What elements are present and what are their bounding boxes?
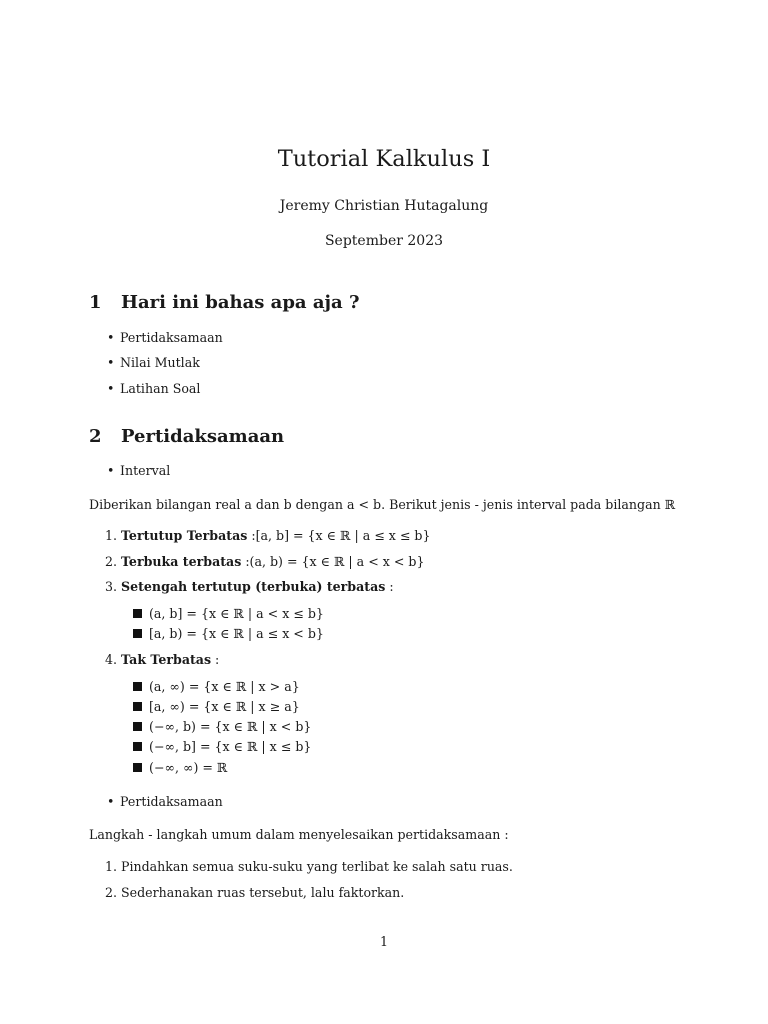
author-name: Jeremy Christian Hutagalung bbox=[279, 198, 489, 214]
bullet-icon: • bbox=[107, 381, 115, 396]
sub-item-text: (−∞, ∞) = ℝ bbox=[149, 760, 228, 775]
square-bullet-icon bbox=[133, 742, 142, 751]
enum-number: 2. bbox=[104, 885, 117, 900]
sub-item-text: [a, b) = {x ∈ ℝ | a ≤ x < b} bbox=[149, 626, 324, 641]
sub-item bbox=[133, 626, 324, 641]
square-bullet-icon bbox=[133, 609, 142, 618]
section-2-number: 2 bbox=[89, 426, 102, 447]
square-bullet-icon bbox=[133, 722, 142, 731]
list-item bbox=[107, 355, 200, 370]
sub-item-text: (a, b] = {x ∈ ℝ | a < x ≤ b} bbox=[149, 606, 324, 621]
enum-text: :(a, b) = {x ∈ ℝ | a < x < b} bbox=[241, 554, 425, 569]
enum-number: 1. bbox=[104, 528, 117, 543]
step-item-2 bbox=[100, 885, 404, 900]
section-2-heading bbox=[89, 426, 284, 447]
list-item bbox=[107, 794, 223, 809]
enum-text: : bbox=[211, 652, 220, 667]
enum-number: 4. bbox=[104, 652, 117, 667]
list-item bbox=[107, 463, 170, 478]
section-1-number: 1 bbox=[89, 292, 102, 313]
enum-label: Setengah tertutup (terbuka) terbatas bbox=[121, 579, 386, 594]
enum-text: : bbox=[385, 579, 394, 594]
enum-label: Terbuka terbatas bbox=[121, 554, 242, 569]
list-item-label: Pertidaksamaan bbox=[120, 330, 223, 345]
enum-label: Tertutup Terbatas bbox=[121, 528, 248, 543]
document-date: September 2023 bbox=[324, 233, 444, 249]
square-bullet-icon bbox=[133, 702, 142, 711]
square-bullet-icon bbox=[133, 763, 142, 772]
enum-number: 1. bbox=[104, 859, 117, 874]
bullet-icon: • bbox=[107, 794, 115, 809]
sub-item bbox=[133, 739, 311, 754]
sub-item-text: [a, ∞) = {x ∈ ℝ | x ≥ a} bbox=[149, 699, 300, 714]
list-item-label: Pertidaksamaan bbox=[120, 794, 223, 809]
bullet-icon: • bbox=[107, 463, 115, 478]
step-item-1 bbox=[100, 859, 513, 874]
sub-item bbox=[133, 679, 300, 694]
list-item-label: Interval bbox=[120, 463, 171, 478]
section-1-title: Hari ini bahas apa aja ? bbox=[121, 292, 360, 313]
square-bullet-icon bbox=[133, 682, 142, 691]
enum-number: 3. bbox=[104, 579, 117, 594]
sub-item-text: (−∞, b] = {x ∈ ℝ | x ≤ b} bbox=[149, 739, 312, 754]
sub-item bbox=[133, 699, 300, 714]
enum-label: Tak Terbatas bbox=[121, 652, 212, 667]
document-title: Tutorial Kalkulus I bbox=[277, 146, 491, 172]
enum-item-3 bbox=[100, 579, 394, 594]
sub-item bbox=[133, 719, 311, 734]
square-bullet-icon bbox=[133, 629, 142, 638]
section-2-title: Pertidaksamaan bbox=[121, 426, 285, 447]
list-item bbox=[107, 330, 223, 345]
enum-item-4 bbox=[100, 652, 219, 667]
sub-item-text: (−∞, b) = {x ∈ ℝ | x < b} bbox=[149, 719, 312, 734]
interval-intro-paragraph: Diberikan bilangan real a dan b dengan a < b. Berikut jenis - jenis interval pada bilangan ℝ bbox=[89, 497, 676, 512]
bullet-icon: • bbox=[107, 355, 115, 370]
enum-item-2 bbox=[100, 554, 424, 569]
step-text: Sederhanakan ruas tersebut, lalu faktorkan. bbox=[121, 885, 405, 900]
list-item-label: Nilai Mutlak bbox=[120, 355, 200, 370]
sub-item-text: (a, ∞) = {x ∈ ℝ | x > a} bbox=[149, 679, 300, 694]
step-text: Pindahkan semua suku-suku yang terlibat ke salah satu ruas. bbox=[121, 859, 513, 874]
section-1-heading bbox=[89, 292, 360, 313]
enum-text: :[a, b] = {x ∈ ℝ | a ≤ x ≤ b} bbox=[247, 528, 431, 543]
sub-item bbox=[133, 606, 324, 621]
steps-intro-paragraph: Langkah - langkah umum dalam menyelesaikan pertidaksamaan : bbox=[89, 827, 509, 842]
bullet-icon: • bbox=[107, 330, 115, 345]
enum-number: 2. bbox=[104, 554, 117, 569]
sub-item bbox=[133, 760, 227, 775]
enum-item-1 bbox=[100, 528, 431, 543]
list-item-label: Latihan Soal bbox=[120, 381, 201, 396]
list-item bbox=[107, 381, 200, 396]
page-number: 1 bbox=[379, 934, 388, 949]
